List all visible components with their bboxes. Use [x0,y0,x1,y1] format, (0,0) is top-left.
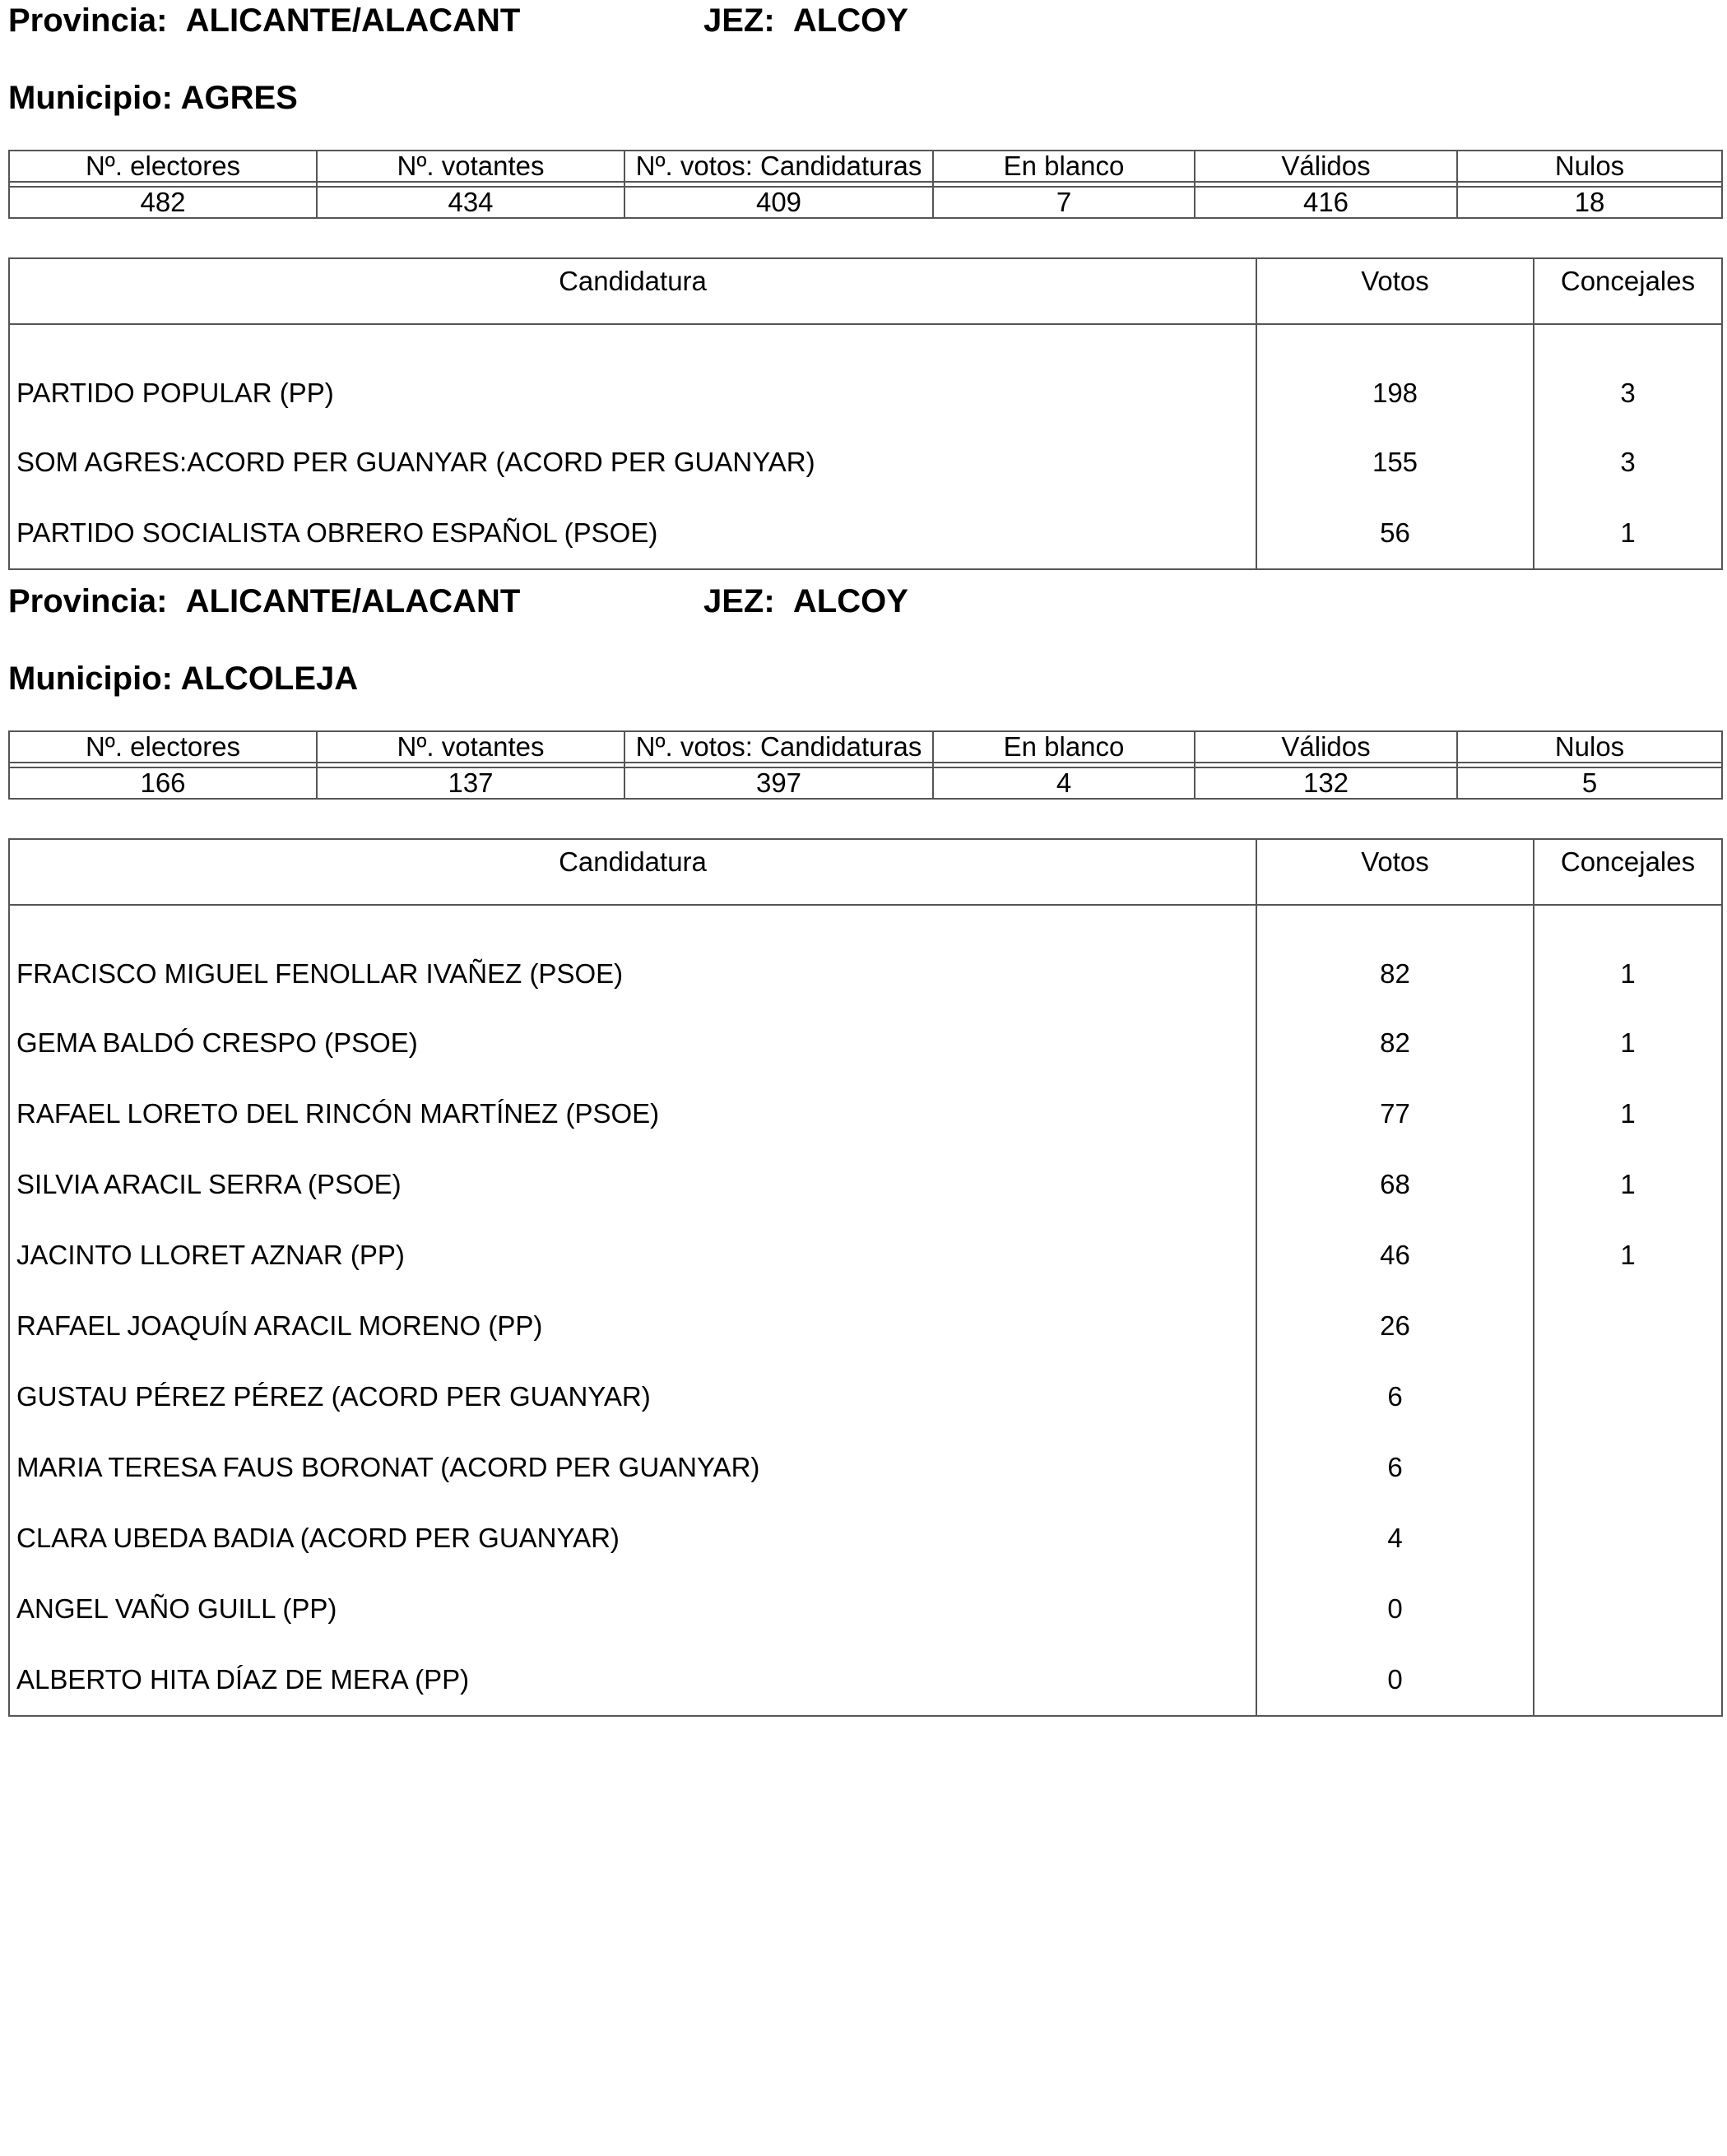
summary-header-row [9,151,1722,182]
table-row [9,1291,1722,1361]
candidate-name: GEMA BALDÓ CRESPO (PSOE) [9,1008,1256,1078]
municipio-header [8,659,358,698]
summary-header-cell: Nulos [1457,151,1722,182]
candidate-votos: 82 [1256,905,1534,1008]
candidate-name: RAFAEL JOAQUÍN ARACIL MORENO (PP) [9,1291,1256,1361]
candidates-header-row [9,839,1722,905]
candidate-votos: 155 [1256,427,1534,498]
jez-header [703,1,908,40]
summary-header-cell: Válidos [1195,731,1457,763]
table-row [9,1008,1722,1078]
candidate-concejales: 1 [1534,905,1722,1008]
candidate-concejales [1534,1574,1722,1644]
candidate-name: CLARA UBEDA BADIA (ACORD PER GUANYAR) [9,1503,1256,1574]
candidate-name: FRACISCO MIGUEL FENOLLAR IVAÑEZ (PSOE) [9,905,1256,1008]
summary-header-cell: Nº. electores [9,151,317,182]
municipio-label: Municipio: [8,661,173,697]
municipio-label: Municipio: [8,80,173,116]
candidate-concejales: 1 [1534,1008,1722,1078]
candidate-concejales [1534,1644,1722,1716]
candidate-votos: 0 [1256,1574,1534,1644]
candidate-concejales [1534,1432,1722,1503]
provincia-header [8,1,908,40]
summary-value-cell: 4 [933,767,1195,799]
candidate-name: ALBERTO HITA DÍAZ DE MERA (PP) [9,1644,1256,1716]
candidatura-header: Candidatura [9,839,1256,905]
candidate-votos: 26 [1256,1291,1534,1361]
jez-value: ALCOY [792,583,908,619]
candidate-votos: 198 [1256,324,1534,427]
provincia-value: ALICANTE/ALACANT [185,2,521,39]
table-row [9,1432,1722,1503]
summary-table [8,730,1723,800]
summary-header-row [9,731,1722,763]
summary-value-cell: 5 [1457,767,1722,799]
candidatura-header: Candidatura [9,258,1256,324]
summary-value-cell: 166 [9,767,317,799]
candidate-concejales [1534,1503,1722,1574]
candidate-votos: 0 [1256,1644,1534,1716]
candidate-name: SOM AGRES:ACORD PER GUANYAR (ACORD PER GUANYAR) [9,427,1256,498]
summary-header-cell: Nº. electores [9,731,317,763]
candidate-concejales: 3 [1534,324,1722,427]
summary-header-cell: Nulos [1457,731,1722,763]
provincia-label: Provincia: [8,583,168,619]
municipio-value: AGRES [180,80,298,116]
jez-label: JEZ: [703,2,775,39]
summary-value-cell: 18 [1457,187,1722,218]
candidate-name: PARTIDO POPULAR (PP) [9,324,1256,427]
summary-value-row [9,187,1722,218]
candidate-concejales: 1 [1534,1220,1722,1291]
jez-label: JEZ: [703,583,775,619]
summary-value-cell: 416 [1195,187,1457,218]
table-row [9,1361,1722,1432]
table-row [9,1644,1722,1716]
summary-value-cell: 409 [624,187,933,218]
summary-value-cell: 482 [9,187,317,218]
candidate-concejales [1534,1361,1722,1432]
candidate-name: JACINTO LLORET AZNAR (PP) [9,1220,1256,1291]
votos-header: Votos [1256,258,1534,324]
summary-header-cell: En blanco [933,151,1195,182]
summary-header-cell: Válidos [1195,151,1457,182]
concejales-header: Concejales [1534,258,1722,324]
table-row [9,324,1722,427]
candidates-header-row [9,258,1722,324]
table-row [9,427,1722,498]
candidate-votos: 46 [1256,1220,1534,1291]
candidate-votos: 6 [1256,1432,1534,1503]
candidate-concejales: 3 [1534,427,1722,498]
candidate-votos: 82 [1256,1008,1534,1078]
candidate-name: RAFAEL LORETO DEL RINCÓN MARTÍNEZ (PSOE) [9,1078,1256,1149]
jez-value: ALCOY [792,2,908,39]
summary-header-cell: Nº. votantes [317,731,624,763]
candidate-concejales: 1 [1534,1078,1722,1149]
table-row [9,905,1722,1008]
summary-value-cell: 434 [317,187,624,218]
summary-value-cell: 137 [317,767,624,799]
table-row [9,1078,1722,1149]
table-row [9,498,1722,569]
candidate-name: SILVIA ARACIL SERRA (PSOE) [9,1149,1256,1220]
provincia-label: Provincia: [8,2,168,39]
table-row [9,1220,1722,1291]
candidate-concejales: 1 [1534,1149,1722,1220]
summary-value-cell: 397 [624,767,933,799]
summary-value-cell: 132 [1195,767,1457,799]
candidates-table [8,257,1723,570]
provincia-value: ALICANTE/ALACANT [185,583,521,619]
votos-header: Votos [1256,839,1534,905]
candidate-votos: 68 [1256,1149,1534,1220]
candidate-votos: 4 [1256,1503,1534,1574]
candidates-table [8,838,1723,1717]
jez-header [703,582,908,621]
candidate-name: GUSTAU PÉREZ PÉREZ (ACORD PER GUANYAR) [9,1361,1256,1432]
municipio-header [8,78,298,118]
candidate-votos: 6 [1256,1361,1534,1432]
summary-table [8,150,1723,219]
candidate-concejales [1534,1291,1722,1361]
provincia-header [8,582,908,621]
summary-value-row [9,767,1722,799]
table-row [9,1574,1722,1644]
summary-header-cell: Nº. votos: Candidaturas [624,151,933,182]
candidate-name: MARIA TERESA FAUS BORONAT (ACORD PER GUANYAR) [9,1432,1256,1503]
candidate-concejales: 1 [1534,498,1722,569]
summary-header-cell: Nº. votos: Candidaturas [624,731,933,763]
concejales-header: Concejales [1534,839,1722,905]
table-row [9,1503,1722,1574]
summary-header-cell: En blanco [933,731,1195,763]
summary-value-cell: 7 [933,187,1195,218]
candidate-name: ANGEL VAÑO GUILL (PP) [9,1574,1256,1644]
candidate-votos: 56 [1256,498,1534,569]
summary-header-cell: Nº. votantes [317,151,624,182]
candidate-name: PARTIDO SOCIALISTA OBRERO ESPAÑOL (PSOE) [9,498,1256,569]
candidate-votos: 77 [1256,1078,1534,1149]
table-row [9,1149,1722,1220]
municipio-value: ALCOLEJA [180,661,359,697]
